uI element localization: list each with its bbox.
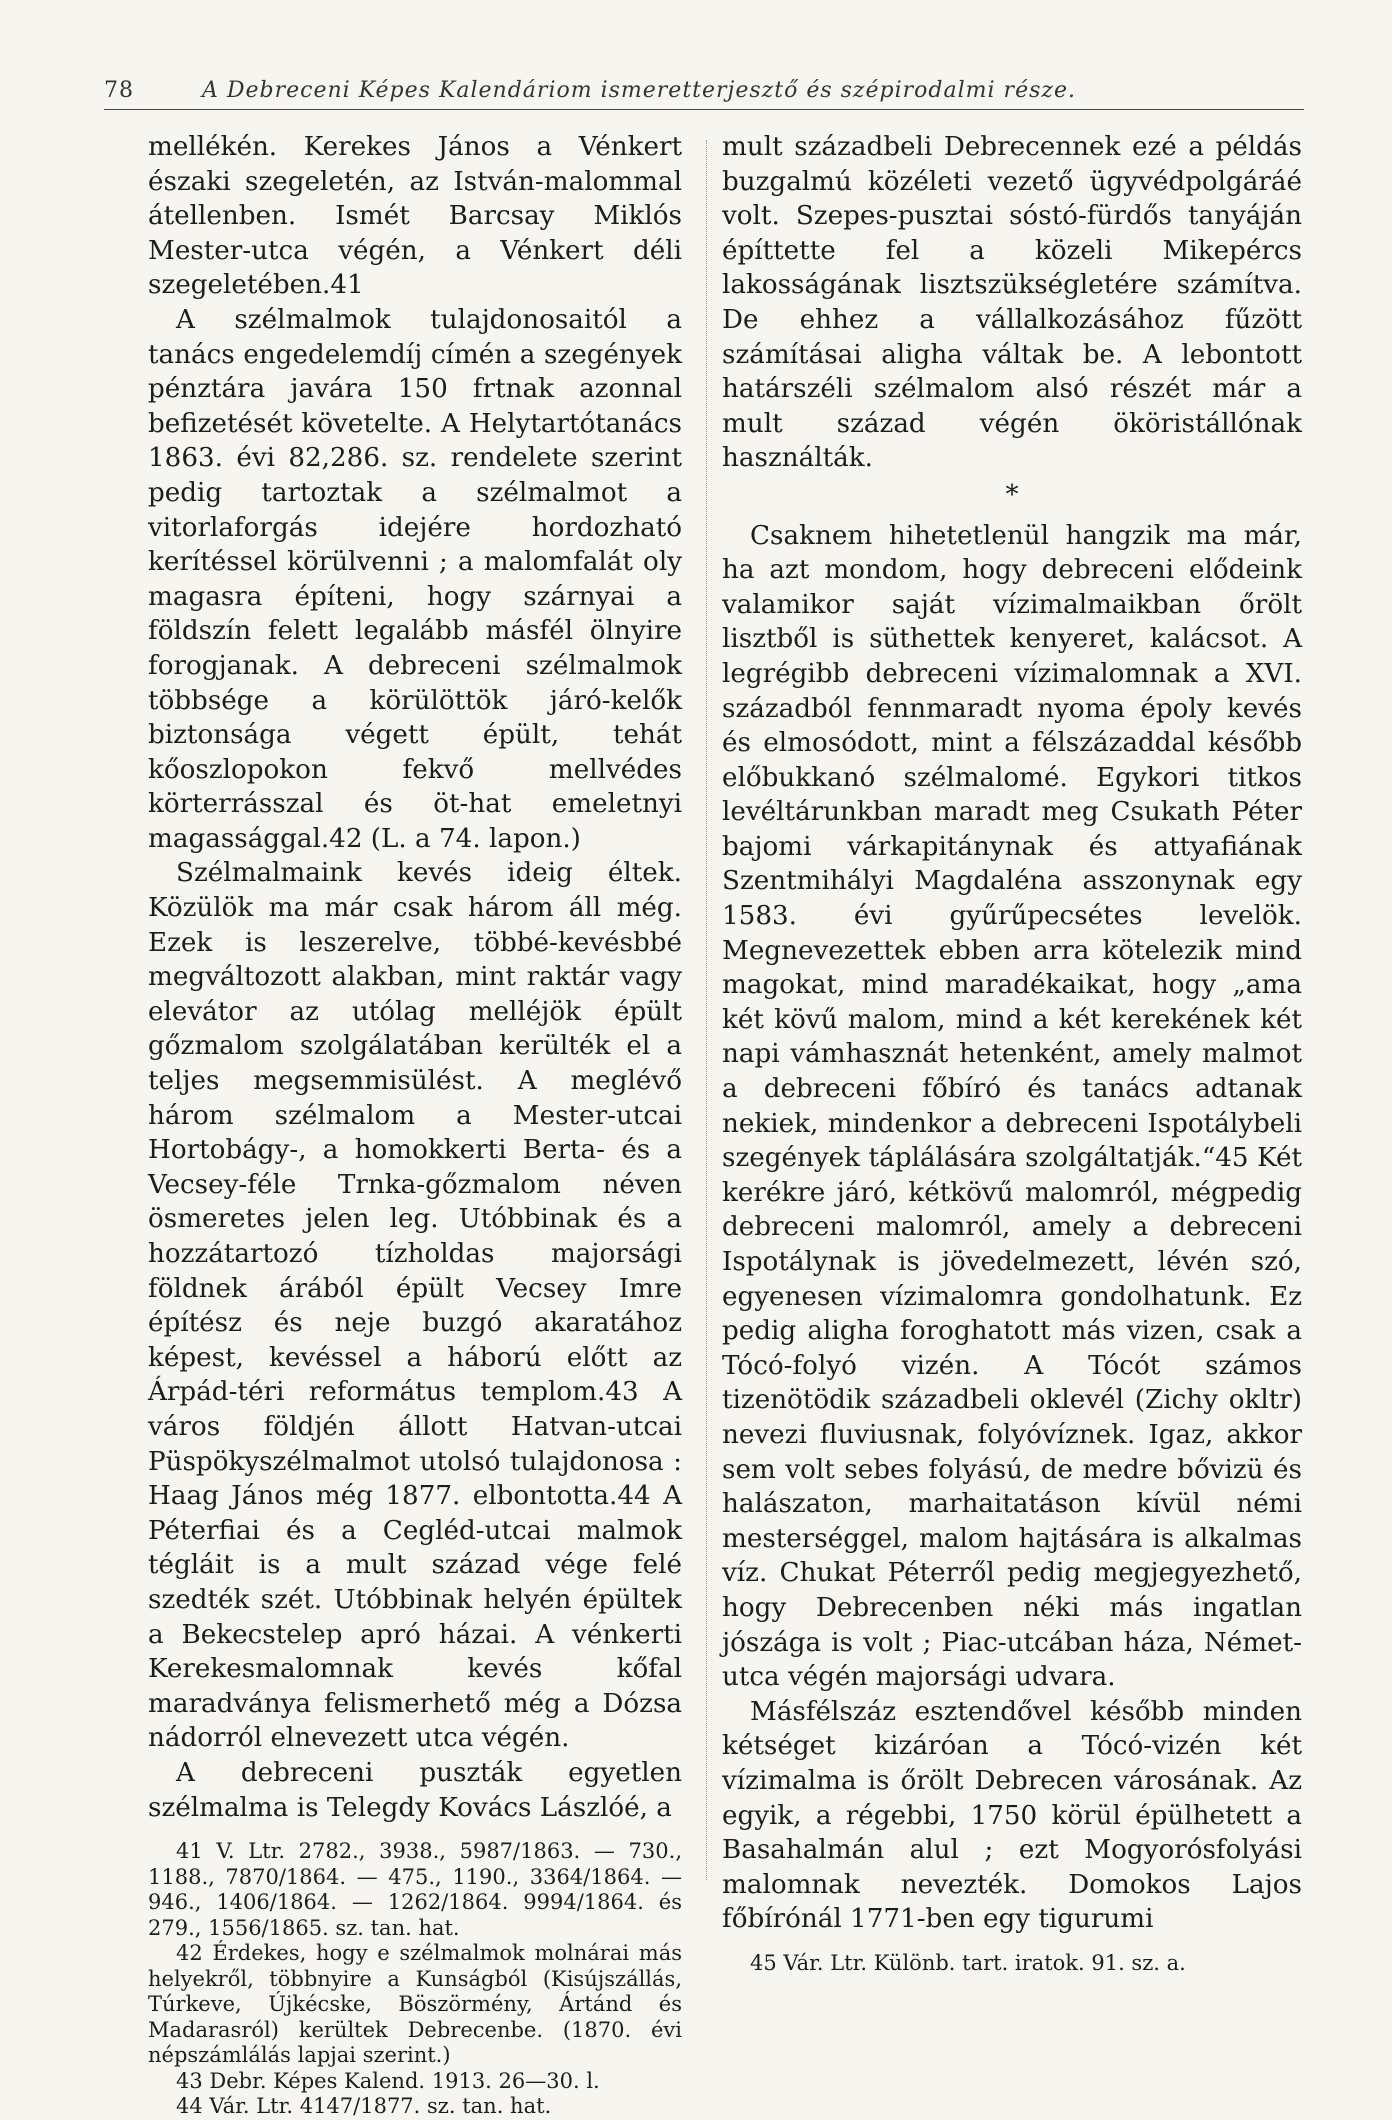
footnote: 44 Vár. Ltr. 4147/1877. sz. tan. hat. <box>176 2094 552 2119</box>
page-number: 78 <box>104 78 134 103</box>
footnote: 42 Érdekes, hogy e szélmalmok molnárai más helyekről, többnyire a Kunságból (Kisújszállás, Túrkeve, Újkécske, Böszörmény, Ártánd és Madarasról) kerültek Debrecenbe. (1870. évi népszámlálás lapjai szerint.) <box>148 1941 682 2068</box>
section-separator: * <box>1005 479 1019 510</box>
column-divider <box>706 140 707 1880</box>
paragraph: A szélmalmok tulajdonosaitól a tanács engedelemdíj címén a szegények pénztára javára 150 frtnak azonnal befizetését követelte. A Helytartótanács 1863. évi 82,286. sz. rendelete szerint pedig tartoztak a szélmalmot a vitorlaforgás idejére hordozható kerítéssel körülvenni ; a malomfalát oly magasra építeni, hogy szárnyai a földszín felett legalább másfél ölnyire forogjanak. A debreceni szélmalmok többsége a körülöttök járó-kelők biztonsága végett épült, tehát kőoszlopokon fekvő mellvédes körterrásszal és öt-hat emeletnyi magassággal.42 (L. a 74. lapon.) <box>148 304 682 854</box>
paragraph: mult századbeli Debrecennek ezé a példás buzgalmú közéleti vezető ügyvédpolgáráé volt. Szepes-pusztai sóstó-fürdős tanyáján építtette fel a közeli Mikepércs lakosságának lisztszükségletére számítva. De ehhez a vállalkozásához fűzött számításai aligha váltak be. A lebontott határszéli szélmalom alsó részét már a mult század végén ököristállónak használták. <box>722 132 1302 474</box>
paragraph: A debreceni puszták egyetlen szélmalma is Telegdy Kovács Lászlóé, a <box>148 1757 682 1823</box>
paragraph: mellékén. Kerekes János a Vénkert északi szegeletén, az István-malommal átellenben. Ismét Barcsay Miklós Mester-utca végén, a Vénkert déli szegeletében.41 <box>148 132 682 301</box>
right-column <box>722 130 1302 1976</box>
paragraph: Csaknem hihetetlenül hangzik ma már, ha azt mondom, hogy debreceni elődeink valamikor saját vízimalmaikban őrölt lisztből is süthettek kenyeret, kalácsot. A legrégibb debreceni vízimalomnak a XVI. századból fennmaradt nyoma époly kevés és elmosódott, mint a félszázaddal később előbukkanó szélmalomé. Egykori titkos levéltárunkban maradt meg Csukath Péter bajomi várkapitánynak és attyafiának Szentmihályi Magdaléna asszonynak egy 1583. évi gyűrűpecsétes levelök. Megnevezettek ebben arra kötelezik mind magokat, mind maradékaikat, hogy „ama két kövű malom, mind a két kerekének két napi vámhasznát hetenként, amely malmot a debreceni főbíró és tanács adtanak nekiek, mindenkor a debreceni Ispotálybeli szegények táplálására szolgáltatják.“45 Két kerékre járó, kétkövű malomról, mégpedig debreceni malomról, amely a debreceni Ispotálynak is jövedelmezett, lévén szó, egyenesen vízimalomra gondolhatunk. Ez pedig aligha foroghatott más vizen, csak a Tócó-folyó vizén. A Tócót számos tizenötödik századbeli oklevél (Zichy okltr) nevezi fluviusnak, folyóvíznek. Igaz, akkor sem volt sebes folyású, de medre bővizü és halászaton, marhaitatáson kívül némi mesterséggel, malom hajtására is alkalmas víz. Chukat Péterről pedig megjegyezhető, hogy Debrecenben néki más ingatlan jószága is volt ; Piac-utcában háza, Német-utca végén majorsági udvara. <box>722 520 1302 1693</box>
running-header <box>104 78 1304 110</box>
footnote: 45 Vár. Ltr. Különb. tart. iratok. 91. sz. a. <box>750 1950 1186 1975</box>
footnote: 41 V. Ltr. 2782., 3938., 5987/1863. — 730., 1188., 7870/1864. — 475., 1190., 3364/1864. — 946., 1406/1864. — 1262/1864. 9994/1864. és 279., 1556/1865. sz. tan. hat. <box>148 1839 682 1940</box>
running-title: A Debreceni Képes Kalendáriom ismeretterjesztő és szépirodalmi része. <box>202 78 1076 103</box>
left-column <box>148 130 682 2120</box>
footnotes <box>148 1839 682 2120</box>
paragraph: Szélmalmaink kevés ideig éltek. Közülök ma már csak három áll még. Ezek is leszerelve, többé-kevésbbé megváltozott alakban, mint raktár vagy elevátor az utólag melléjök épült gőzmalom szolgálatában kerülték el a teljes megsemmisülést. A meglévő három szélmalom a Mester-utcai Hortobágy-, a homokkerti Berta- és a Vecsey-féle Trnka-gőzmalom néven ösmeretes jelen leg. Utóbbinak és a hozzátartozó tízholdas majorsági földnek árából épült Vecsey Imre építész és neje buzgó akaratához képest, kevéssel a háború előtt az Árpád-téri református templom.43 A város földjén állott Hatvan-utcai Püspökyszélmalmot utolsó tulajdonosa : Haag János még 1877. elbontotta.44 A Péterfiai és a Cegléd-utcai malmok tégláit is a mult század vége felé szedték szét. Utóbbinak helyén épültek a Bekecstelep apró házai. A vénkerti Kerekesmalomnak kevés kőfal maradványa felismerhető még a Dózsa nádorról elnevezett utca végén. <box>148 858 682 1754</box>
footnotes <box>722 1951 1302 1977</box>
paragraph: Másfélszáz esztendővel később minden kétséget kizáróan a Tócó-vizén két vízimalma is őrölt Debrecen városának. Az egyik, a régebbi, 1750 körül épülhetett a Basahalmán alul ; ezt Mogyorósfolyási malomnak nevezték. Domokos Lajos főbírónál 1771-ben egy tigurumi <box>722 1696 1302 1935</box>
footnote: 43 Debr. Képes Kalend. 1913. 26—30. l. <box>176 2068 600 2093</box>
